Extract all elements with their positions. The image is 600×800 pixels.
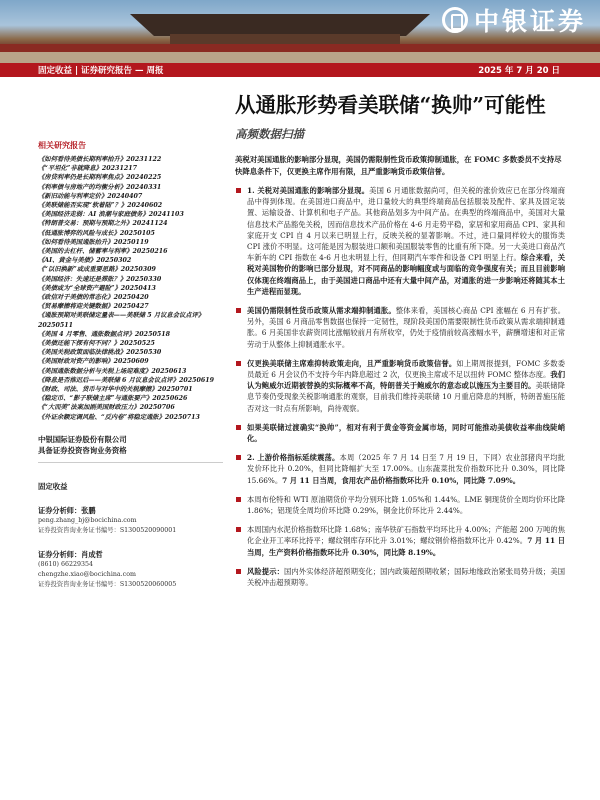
related-report-item: 《特朗普交易：预期与预期之外》20241124: [38, 220, 168, 228]
analyst-contact-line: (8610) 66229354: [38, 560, 93, 568]
related-report-item: 《新旧动能与利率定价》20240407: [38, 192, 143, 200]
boc-logo-icon: [442, 7, 468, 33]
report-subtitle: 高频数据扫描: [235, 127, 304, 141]
related-report-item: 《稳定币、“影子联储主席”与通胀要产》20250626: [38, 395, 188, 403]
bullet-paragraph: 美国仍需限制性货币政策从需求端抑制通胀。整体来看，美国核心商品 CPI 涨幅在 6 月有扩张。另外，美国 6 月商品零售数据也保持一定韧性，现阶段美国仍需要限制性货币政策从需求端抑制通胀。6 月美国非农薪资同比涨幅较前月有所收窄，仍处于疫情前较高涨幅水平，薪酬增速和对正常劳动于从整体上抑制通胀水平。: [235, 305, 565, 350]
bullet-paragraph: 本周布伦特和 WTI 原油期货价平均分别环比降 1.05%和 1.44%。LME 铜现货价全周均价环比降 1.86%；铝现货全周均价环比降 0.29%，铜金比价环比升 2.44%。: [235, 494, 565, 516]
related-report-item: 《政信对于美债的常态化》20250420: [38, 294, 149, 302]
main-content: [235, 88, 565, 588]
bullet-paragraph: 风险提示：国内外实体经济超预期变化；国内政策超预期收紧；国际地缘政治紧张局势升级；美国关税冲击超预期等。: [235, 566, 565, 588]
analyst-name: 证券分析师：肖成哲: [38, 549, 103, 559]
related-report-item: 《美国经济走弱：AI 浪潮与家庭债务》20241103: [38, 211, 184, 219]
divider: [38, 462, 223, 463]
related-report-item: 《美债还能下探有何不同？》20250525: [38, 340, 155, 348]
related-report-item: 《“以旧换新”或成重要思路》20250309: [38, 266, 156, 274]
related-report-item: 《美国财政对资产的影响》20250609: [38, 358, 149, 366]
related-report-item: 《“大而美”法案加剧美国财政压力》20250706: [38, 404, 175, 412]
logo-text: 中银证券: [473, 7, 586, 36]
bullet-paragraph: 1. 关税对美国通胀的影响部分显现。美国 6 月通胀数据尚可，但关税的涨价效应已在部分终端商品中得到体现。在美国进口商品中，进口量较大的典型终端商品包括服装及配件、家具及固定装置、运输设备、计算机和电子产品。其他商品划多为中间产品。在典型的终端商品中，美国对大量信息技术产品豁免关税，因而信息技术产品价格在 4-6 月走势平稳，家居和家用商品 CPI、家具和家庭开支 CPI 自 4 月以来已明显上行，反映关税的显著影响。不过，进口量同样较大的服饰类 CPI 涨价不明显。这可能是因为服装进口额和美国服装零售的比重有所下降。另一大美进口商品汽车新车的 CPI 指数在 4-6 月也未明显上行，但同期汽车零件和设备 CPI 明显上行。综合来看，关税对美国物价的影响已部分显现，对不同商品的影响幅度或与面临的竞争强度有关；而且目前影响仅体现在终端商品上，由于美国进口商品中还有大量中间产品，对通胀的进一步影响还将随其本土生产进程而显现。: [235, 185, 565, 297]
related-reports-list: [38, 155, 223, 422]
palace-ground-graphic: [0, 52, 600, 63]
related-report-item: 《美国经济：失速还是滞胀？》20250330: [38, 275, 162, 283]
report-date: 2025 年 7 月 20 日: [478, 66, 560, 76]
report-category: 固定收益 | 证券研究报告 — 周报: [38, 66, 164, 76]
bullet-list: [235, 185, 565, 588]
analysts-block: [38, 506, 223, 590]
related-report-item: 《美联储能否实现“软着陆”？》20240602: [38, 202, 163, 210]
report-title: 从通胀形势看美联储“换帅”可能性: [235, 93, 546, 117]
related-report-item: 《财政、司法、货币与对华中的关税摩擦》20250701: [38, 386, 193, 394]
analyst-contact-line: 证券投资咨询业务证书编号：S1300520090001: [38, 526, 177, 534]
company-block: [38, 434, 223, 456]
related-report-item: 《外证余额定调风险、“反内卷”将稳定通胀》20250713: [38, 413, 200, 421]
related-report-item: 《如何看待美国通胀抬升》20250119: [38, 238, 149, 246]
related-report-item: 《利率债与房地产的均衡分析》20240331: [38, 183, 162, 191]
related-reports-heading: 相关研究报告: [38, 141, 86, 150]
analyst-name: 证券分析师：张鹏: [38, 505, 96, 515]
analyst-contact-line: 证券投资咨询业务证书编号：S1300520060005: [38, 580, 177, 588]
related-report-item: 《美国关税政策面临法律挑战》20250530: [38, 349, 162, 357]
company-logo: [442, 2, 586, 38]
related-report-item: 《美国 4 月零售、通胀数据点评》20250518: [38, 330, 170, 338]
related-report-item: 《AI、黄金与美债》20250302: [38, 257, 132, 265]
related-report-item: 《通胀预期对美联储定量表——美联储 5 月议息会议点评》20250511: [38, 312, 205, 329]
palace-roof-graphic: [130, 14, 430, 36]
related-report-item: 《美债或为“全球资产避险”》20250413: [38, 284, 156, 292]
header-banner-image: [0, 0, 600, 63]
lead-summary: 美税对美国通胀的影响部分显现，美国仍需限制性货币政策抑制通胀，在 FOMC 多数委员不支持尽快降息条件下，仅更换主席作用有限，且严重影响货币政策信誉。: [235, 155, 562, 176]
bullet-paragraph: 如果美联储过渡确实“换帅”，相对有利于黄金等资金属市场，同时可能推动美债收益率曲线陡峭化。: [235, 422, 565, 444]
related-report-item: 《美国通胀数据分析与关税上场迎难度》20250613: [38, 367, 187, 375]
related-report-item: 《如何看待美债长期利率抬升》20231122: [38, 156, 162, 163]
related-report-item: 《贸易摩擦将迎关键数据》20250427: [38, 303, 149, 311]
bullet-paragraph: 2. 上游价格指标延续震荡。本周（2025 年 7 月 14 日至 7 月 19 日，下同）农业部猪肉平均批发价环比升 0.20%，但同比降幅扩大至 17.00%。山东蔬菜批发价指数环比升 0.30%，同比降 15.66%。7 月 11 日当周，食用农产品价格指数环比升 0.10%，同比降 7.09%。: [235, 452, 565, 486]
related-report-item: 《房贷利率仍是长期利率焦点》20240225: [38, 174, 162, 182]
related-report-item: 《“平坦化”非就降息》20231217: [38, 165, 137, 173]
related-report-item: 《美国的去杠杆、储蓄率与利率》20250216: [38, 248, 168, 256]
bullet-paragraph: 仅更换美联储主席难抑转政策走向，且严重影响货币政策信誉。如上期周报提到，FOMC 多数委员最近 6 月会议仍不支持今年内降息超过 2 次，仅更换主席或不足以扭转 FOMC 整体态度。我们认为鲍威尔近期被替换的实际概率不高，特朗普关于鲍威尔的意态或以施压为主要目的。美联储降息节奏仍受现象关税影响通胀的观察，目前我们维持美联储 10 月重启降息的判断，特朗普施压能否对这一时点有所影响，尚待观察。: [235, 358, 565, 414]
analyst-contact-line: chengzhe.xiao@bocichina.com: [38, 570, 136, 578]
related-report-item: 《低通胀博弈的风险与成长》20250105: [38, 229, 155, 237]
department: 固定收益: [38, 481, 68, 491]
related-report-item: 《降息是否推迟后——美联储 6 月议息会议点评》20250619: [38, 376, 215, 384]
report-header-bar: [0, 63, 600, 77]
company-name: 中银国际证券股份有限公司: [38, 434, 127, 444]
sidebar: [38, 140, 223, 590]
bullet-paragraph: 本周国内水泥价格指数环比降 1.68%；南华铁矿石指数平均环比升 4.00%；产能超 200 万吨的焦化企业开工率环比持平；螺纹钢库存环比升 3.01%；螺纹钢价格指数环比升 0.42%。7 月 11 日当周，生产资料价格指数环比升 0.30%，同比降 8.19%。: [235, 524, 565, 558]
analyst-contact-line: peng.zhang_bj@bocichina.com: [38, 516, 137, 524]
company-qualification: 具备证券投资咨询业务资格: [38, 445, 127, 455]
